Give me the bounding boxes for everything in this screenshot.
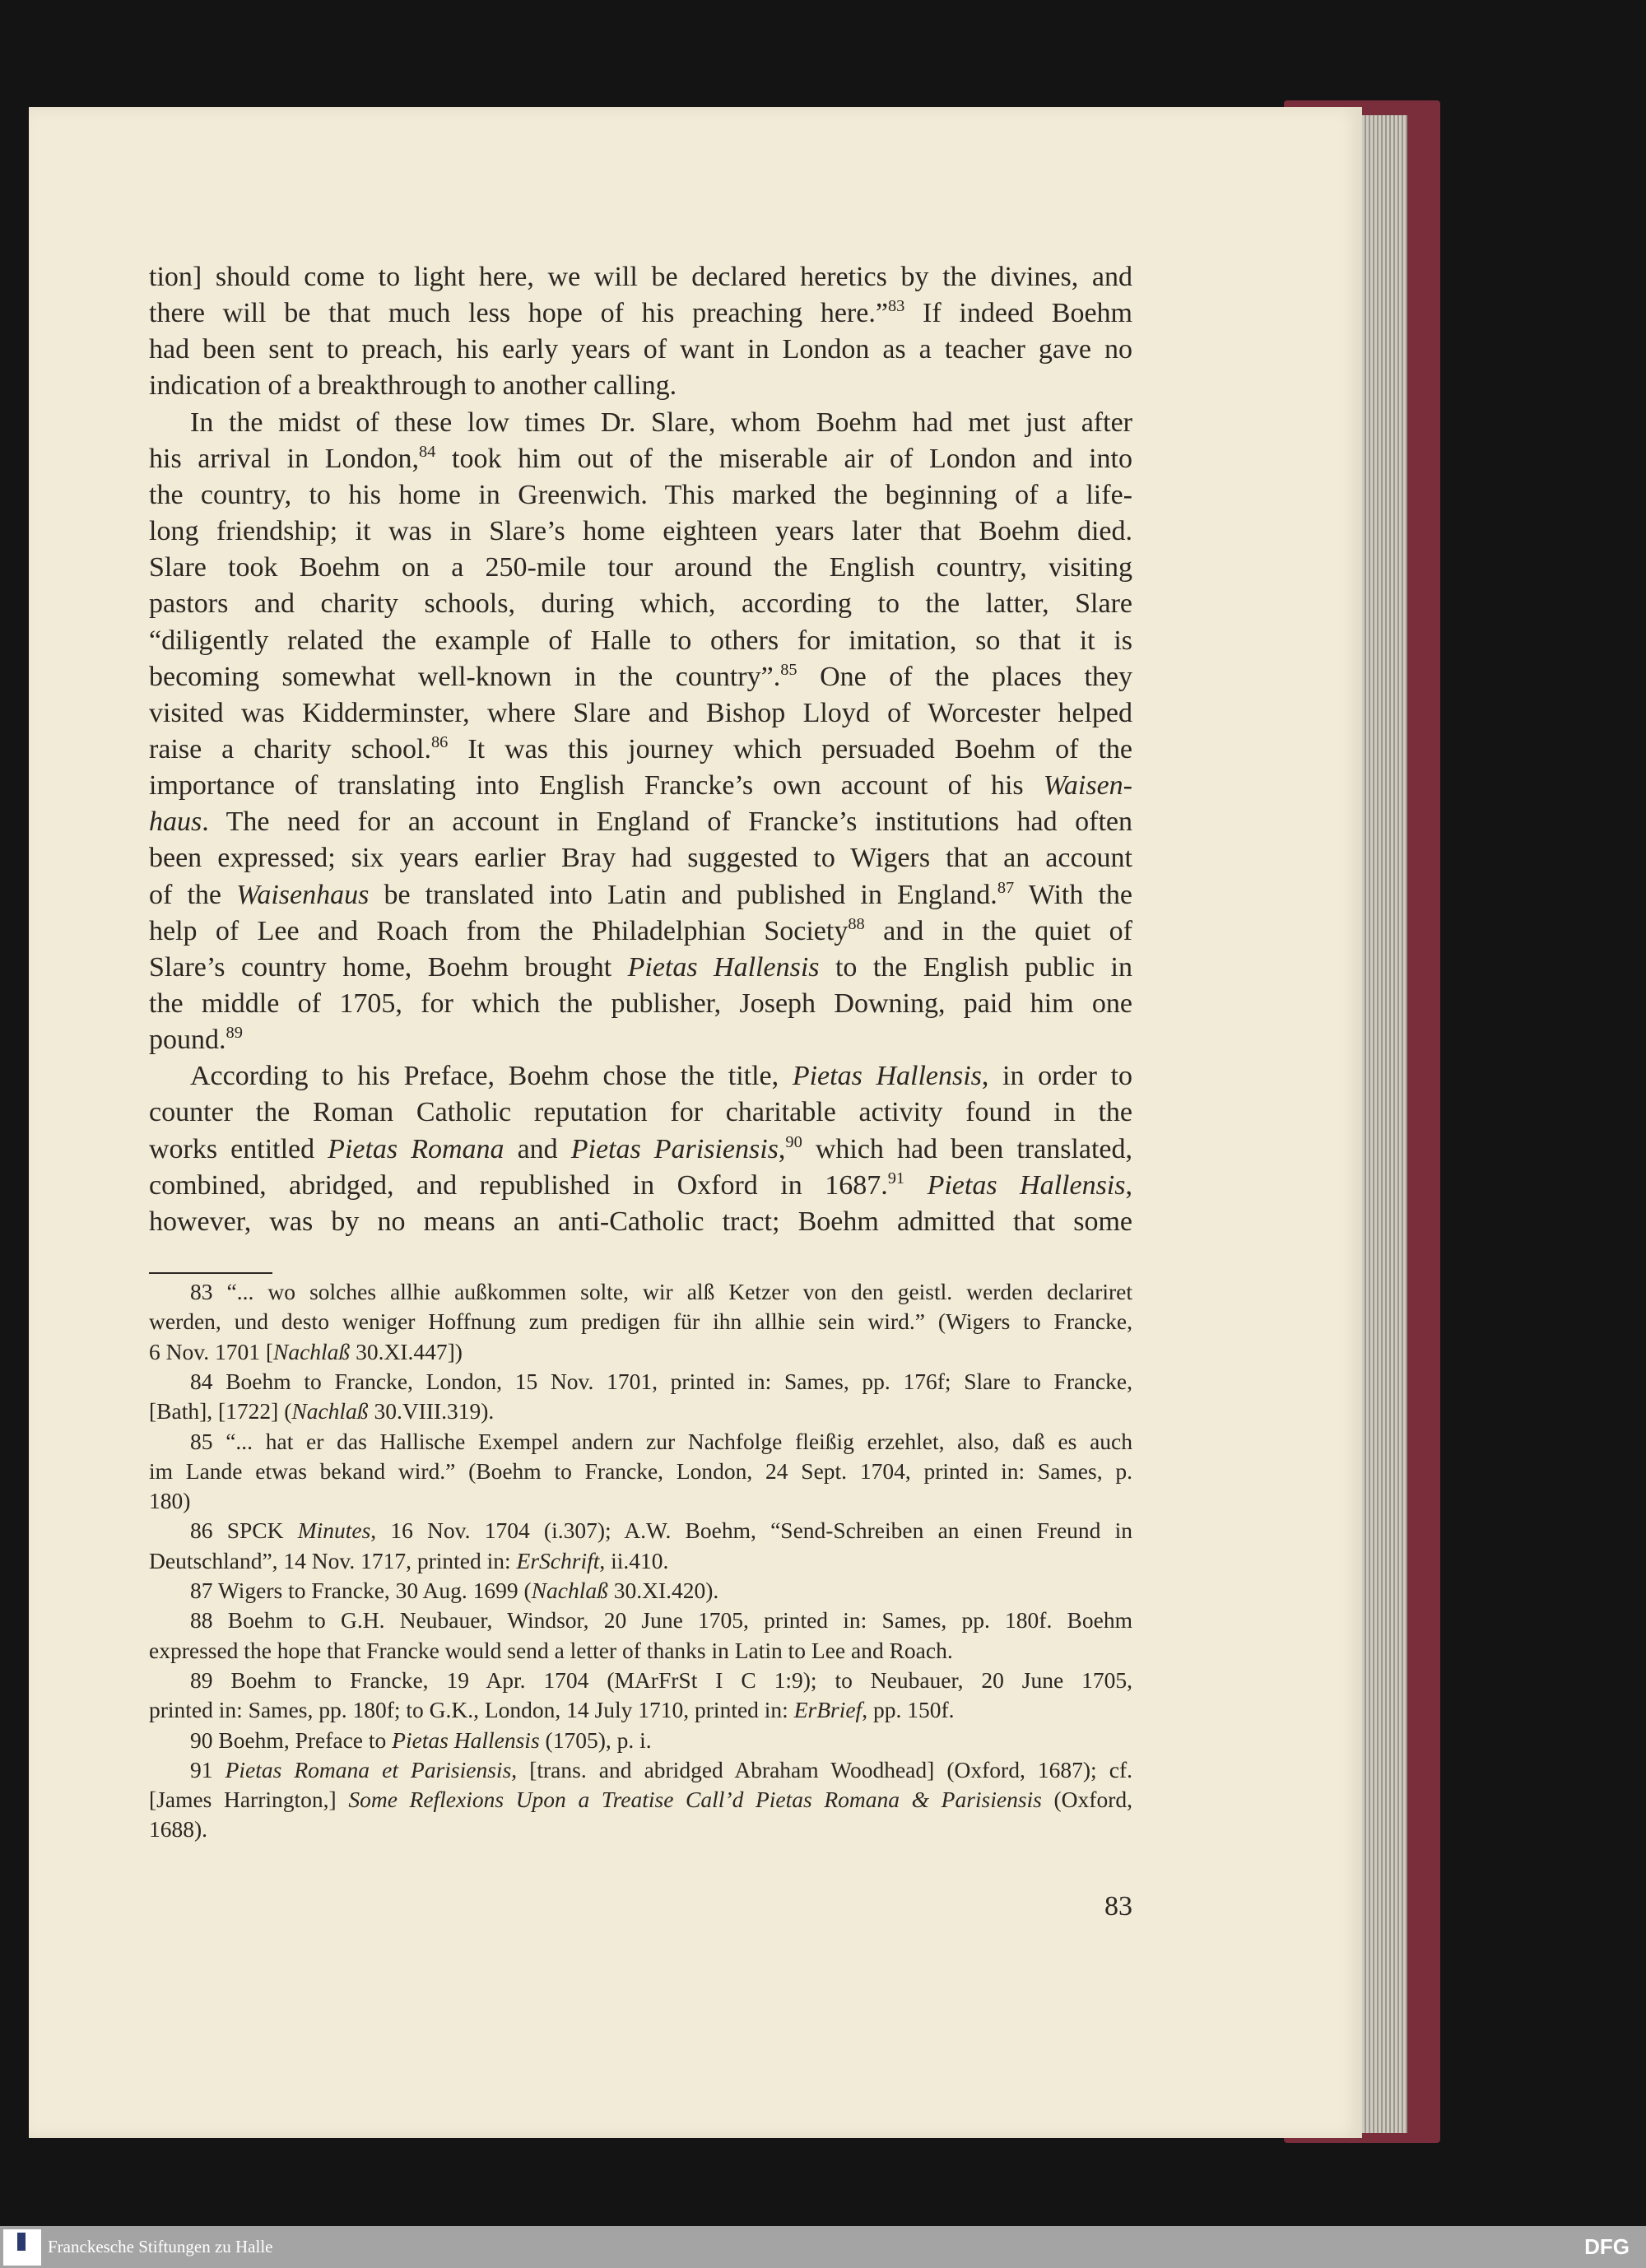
footnote-ref: 89 xyxy=(226,1023,243,1042)
italic-title: Pietas Romana et Parisiensis xyxy=(225,1756,512,1782)
footnote-ref: 83 xyxy=(887,296,905,315)
text-run: and in the quiet of xyxy=(864,915,1132,946)
body-line xyxy=(149,1022,1132,1058)
institution-name: Franckesche Stiftungen zu Halle xyxy=(48,2237,273,2256)
text-run: indication of a breakthrough to another calling. xyxy=(149,370,677,402)
footnote-rule xyxy=(149,1272,272,1274)
text-run: (Oxford, xyxy=(1041,1787,1132,1813)
text-run: im Lande etwas bekand wird.” (Boehm to Francke, London, 24 Sept. 1704, printed in: Sames, p. xyxy=(149,1457,1132,1484)
text-run: printed in: Sames, pp. 180f; to G.K., London, 14 July 1710, printed in: xyxy=(149,1697,794,1723)
text-run: 85 “... hat er das Hallische Exempel andern zur Nachfolge fleißig erzehlet, also, daß es auch xyxy=(190,1428,1132,1454)
text-run: 87 Wigers to Francke, 30 Aug. 1699 ( xyxy=(190,1578,532,1603)
body-line xyxy=(149,477,1132,514)
italic-title: Waisen- xyxy=(1043,770,1132,802)
footnote-line xyxy=(190,1576,1132,1606)
body-line xyxy=(149,913,1132,950)
text-run: 30.XI.420). xyxy=(607,1578,719,1603)
body-line xyxy=(149,1168,1132,1204)
body-line xyxy=(149,332,1132,368)
footnote-line xyxy=(190,1755,1132,1785)
text-run: 91 xyxy=(190,1756,226,1782)
footnote-line xyxy=(190,1516,1132,1545)
text-run: If indeed Boehm xyxy=(904,298,1132,329)
italic-title: Pietas Hallensis xyxy=(627,951,820,983)
body-line xyxy=(149,877,1132,913)
body-line xyxy=(149,1132,1132,1168)
italic-title: Pietas Parisiensis xyxy=(570,1133,779,1164)
text-run: Slare took Boehm on a 250-mile tour around the English country, visiting xyxy=(149,552,1132,583)
italic-title: Nachlaß xyxy=(272,1338,351,1364)
footnote-line xyxy=(190,1666,1132,1695)
text-run: , ii.410. xyxy=(599,1547,669,1573)
dfg-logo: DFG xyxy=(1584,2234,1630,2259)
body-line xyxy=(190,405,1132,441)
text-run: tion] should come to light here, we will be declared heretics by the divines, and xyxy=(149,262,1132,292)
text-run: “diligently related the example of Halle to others for imitation, so that it is xyxy=(149,625,1132,656)
text-run: be translated into Latin and published in England. xyxy=(369,879,997,910)
footnote-line xyxy=(190,1726,1132,1755)
text-run: visited was Kidderminster, where Slare and Bishop Lloyd of Worcester helped xyxy=(149,697,1132,728)
body-line xyxy=(149,259,1132,295)
page-number: 83 xyxy=(1104,1891,1132,1922)
body-line xyxy=(149,550,1132,586)
text-run: With the xyxy=(1014,879,1133,910)
italic-title: Pietas Hallensis xyxy=(392,1727,540,1753)
italic-title: Nachlaß xyxy=(291,1398,369,1424)
italic-title: Nachlaß xyxy=(531,1578,608,1603)
text-run: the middle of 1705, for which the publisher, Joseph Downing, paid him one xyxy=(149,988,1132,1019)
italic-title: Minutes xyxy=(297,1517,371,1544)
text-run: 6 Nov. 1701 [ xyxy=(149,1338,273,1364)
text-run: , xyxy=(778,1133,786,1164)
text-run: Deutschland”, 14 Nov. 1717, printed in: xyxy=(149,1547,517,1573)
footnote-ref: 84 xyxy=(418,442,436,461)
body-line xyxy=(149,695,1132,732)
text-run: pound. xyxy=(149,1025,226,1056)
text-run: raise a charity school. xyxy=(149,733,431,765)
footnote-line xyxy=(190,1367,1132,1397)
text-run: , [trans. and abridged Abraham Woodhead] (Oxford, 1687); cf. xyxy=(511,1756,1133,1782)
text-run: combined, abridged, and republished in Oxford in 1687. xyxy=(149,1169,888,1201)
footer-bar xyxy=(0,2226,1646,2268)
italic-title: Pietas Romana xyxy=(328,1133,504,1164)
body-line xyxy=(149,804,1132,840)
text-run: One of the places they xyxy=(797,661,1132,692)
text-run: 84 Boehm to Francke, London, 15 Nov. 1701, printed in: Sames, pp. 176f; Slare to Francke, xyxy=(190,1368,1132,1394)
body-line xyxy=(149,950,1132,986)
text-run: Slare’s country home, Boehm brought xyxy=(149,951,628,983)
text-run: 90 Boehm, Preface to xyxy=(190,1727,393,1753)
body-line xyxy=(190,1058,1132,1094)
italic-title: Some Reflexions Upon a Treatise Call’d Pietas Romana & Parisiensis xyxy=(348,1787,1042,1813)
footnote-line xyxy=(149,1457,1132,1486)
body-line xyxy=(149,368,1132,404)
text-run: works entitled xyxy=(149,1133,328,1164)
footnote-ref: 90 xyxy=(785,1132,802,1151)
text-run: , in order to xyxy=(981,1061,1132,1092)
body-line xyxy=(149,623,1132,659)
footnote-line xyxy=(149,1397,1132,1426)
italic-title: Waisenhaus xyxy=(236,879,370,910)
text-run: help of Lee and Roach from the Philadelphian Society xyxy=(149,915,849,946)
italic-title: Pietas Hallensis xyxy=(927,1169,1126,1201)
body-line xyxy=(149,586,1132,622)
text-run: pastors and charity schools, during which, according to the latter, Slare xyxy=(149,588,1132,620)
text-run: [Bath], [1722] ( xyxy=(149,1398,292,1424)
text-run: It was this journey which persuaded Boehm of the xyxy=(448,733,1132,765)
text-run: importance of translating into English Francke’s own account of his xyxy=(149,770,1044,802)
text-run xyxy=(904,1170,927,1201)
text-run: . The need for an account in England of Francke’s institutions had often xyxy=(202,806,1132,838)
text-run: there will be that much less hope of his preaching here.” xyxy=(149,298,888,329)
footnote-line xyxy=(149,1307,1132,1336)
body-line xyxy=(149,1094,1132,1131)
text-run: , pp. 150f. xyxy=(862,1697,955,1723)
text-run: counter the Roman Catholic reputation for charitable activity found in the xyxy=(149,1097,1132,1128)
body-line xyxy=(149,441,1132,477)
text-run: however, was by no means an anti-Catholic tract; Boehm admitted that some xyxy=(149,1206,1132,1237)
body-line xyxy=(149,295,1132,332)
footnote-ref: 86 xyxy=(430,732,449,751)
text-run: expressed the hope that Francke would send a letter of thanks in Latin to Lee and Roach. xyxy=(149,1637,953,1663)
footnote-ref: 87 xyxy=(997,878,1015,897)
text-run: (1705), p. i. xyxy=(539,1727,652,1753)
text-run: the country, to his home in Greenwich. This marked the beginning of a life- xyxy=(149,479,1132,510)
text-run: , 16 Nov. 1704 (i.307); A.W. Boehm, “Send-Schreiben an einen Freund in xyxy=(370,1517,1132,1544)
body-line xyxy=(149,840,1132,876)
text-run: long friendship; it was in Slare’s home eighteen years later that Boehm died. xyxy=(149,516,1132,547)
footnote-line xyxy=(149,1695,1132,1725)
footnote-line xyxy=(149,1337,1132,1367)
italic-title: Pietas Hallensis xyxy=(792,1061,982,1092)
text-run: to the English public in xyxy=(819,951,1133,983)
text-run: 89 Boehm to Francke, 19 Apr. 1704 (MArFrSt I C 1:9); to Neubauer, 20 June 1705, xyxy=(190,1666,1132,1693)
text-run: According to his Preface, Boehm chose the title, xyxy=(190,1061,793,1092)
body-line xyxy=(149,659,1132,695)
italic-title: haus xyxy=(149,806,202,838)
text-run: , xyxy=(1125,1169,1132,1201)
text-run: 86 SPCK xyxy=(190,1517,298,1544)
body-line xyxy=(149,514,1132,550)
text-run: In the midst of these low times Dr. Slare, whom Boehm had met just after xyxy=(190,407,1132,438)
footnote-ref: 88 xyxy=(848,914,865,933)
footnote-line xyxy=(149,1785,1132,1815)
body-line xyxy=(149,1204,1132,1240)
text-run: 30.XI.447]) xyxy=(350,1338,463,1364)
text-run: been expressed; six years earlier Bray had suggested to Wigers that an account xyxy=(149,843,1132,874)
text-run: his arrival in London, xyxy=(149,443,419,474)
text-run: had been sent to preach, his early years of want in London as a teacher gave no xyxy=(149,334,1132,365)
institution-logo xyxy=(3,2229,41,2266)
italic-title: ErBrief xyxy=(793,1697,863,1723)
footnote-ref: 85 xyxy=(780,660,797,679)
footnote-line xyxy=(149,1636,1132,1666)
text-run: 88 Boehm to G.H. Neubauer, Windsor, 20 June 1705, printed in: Sames, pp. 180f. Boehm xyxy=(190,1607,1132,1634)
text-run: of the xyxy=(149,879,237,910)
footnote-ref: 91 xyxy=(887,1169,905,1187)
footnote-line xyxy=(149,1486,1132,1516)
text-run: and xyxy=(504,1133,571,1164)
text-run: werden, und desto weniger Hoffnung zum predigen für ihn allhie sein wird.” (Wigers to Francke, xyxy=(149,1308,1132,1335)
footnote-line xyxy=(190,1427,1132,1457)
body-line xyxy=(149,768,1132,804)
text-run: becoming somewhat well-known in the country”. xyxy=(149,661,781,692)
text-run: [James Harrington,] xyxy=(149,1787,349,1813)
italic-title: ErSchrift xyxy=(516,1547,600,1573)
text-run: 30.VIII.319). xyxy=(368,1398,495,1424)
footnote-line xyxy=(149,1546,1132,1576)
footnote-line xyxy=(149,1815,1132,1844)
text-run: which had been translated, xyxy=(802,1133,1133,1164)
text-run: 1688). xyxy=(149,1816,208,1843)
text-run: took him out of the miserable air of London and into xyxy=(435,443,1132,474)
text-run: 180) xyxy=(149,1488,191,1514)
footnote-line xyxy=(190,1606,1132,1635)
body-line xyxy=(149,732,1132,768)
body-line xyxy=(149,986,1132,1022)
footnote-line xyxy=(190,1277,1132,1307)
text-run: 83 “... wo solches allhie außkommen solte, wir alß Ketzer von den geistl. werden declariret xyxy=(190,1279,1132,1304)
